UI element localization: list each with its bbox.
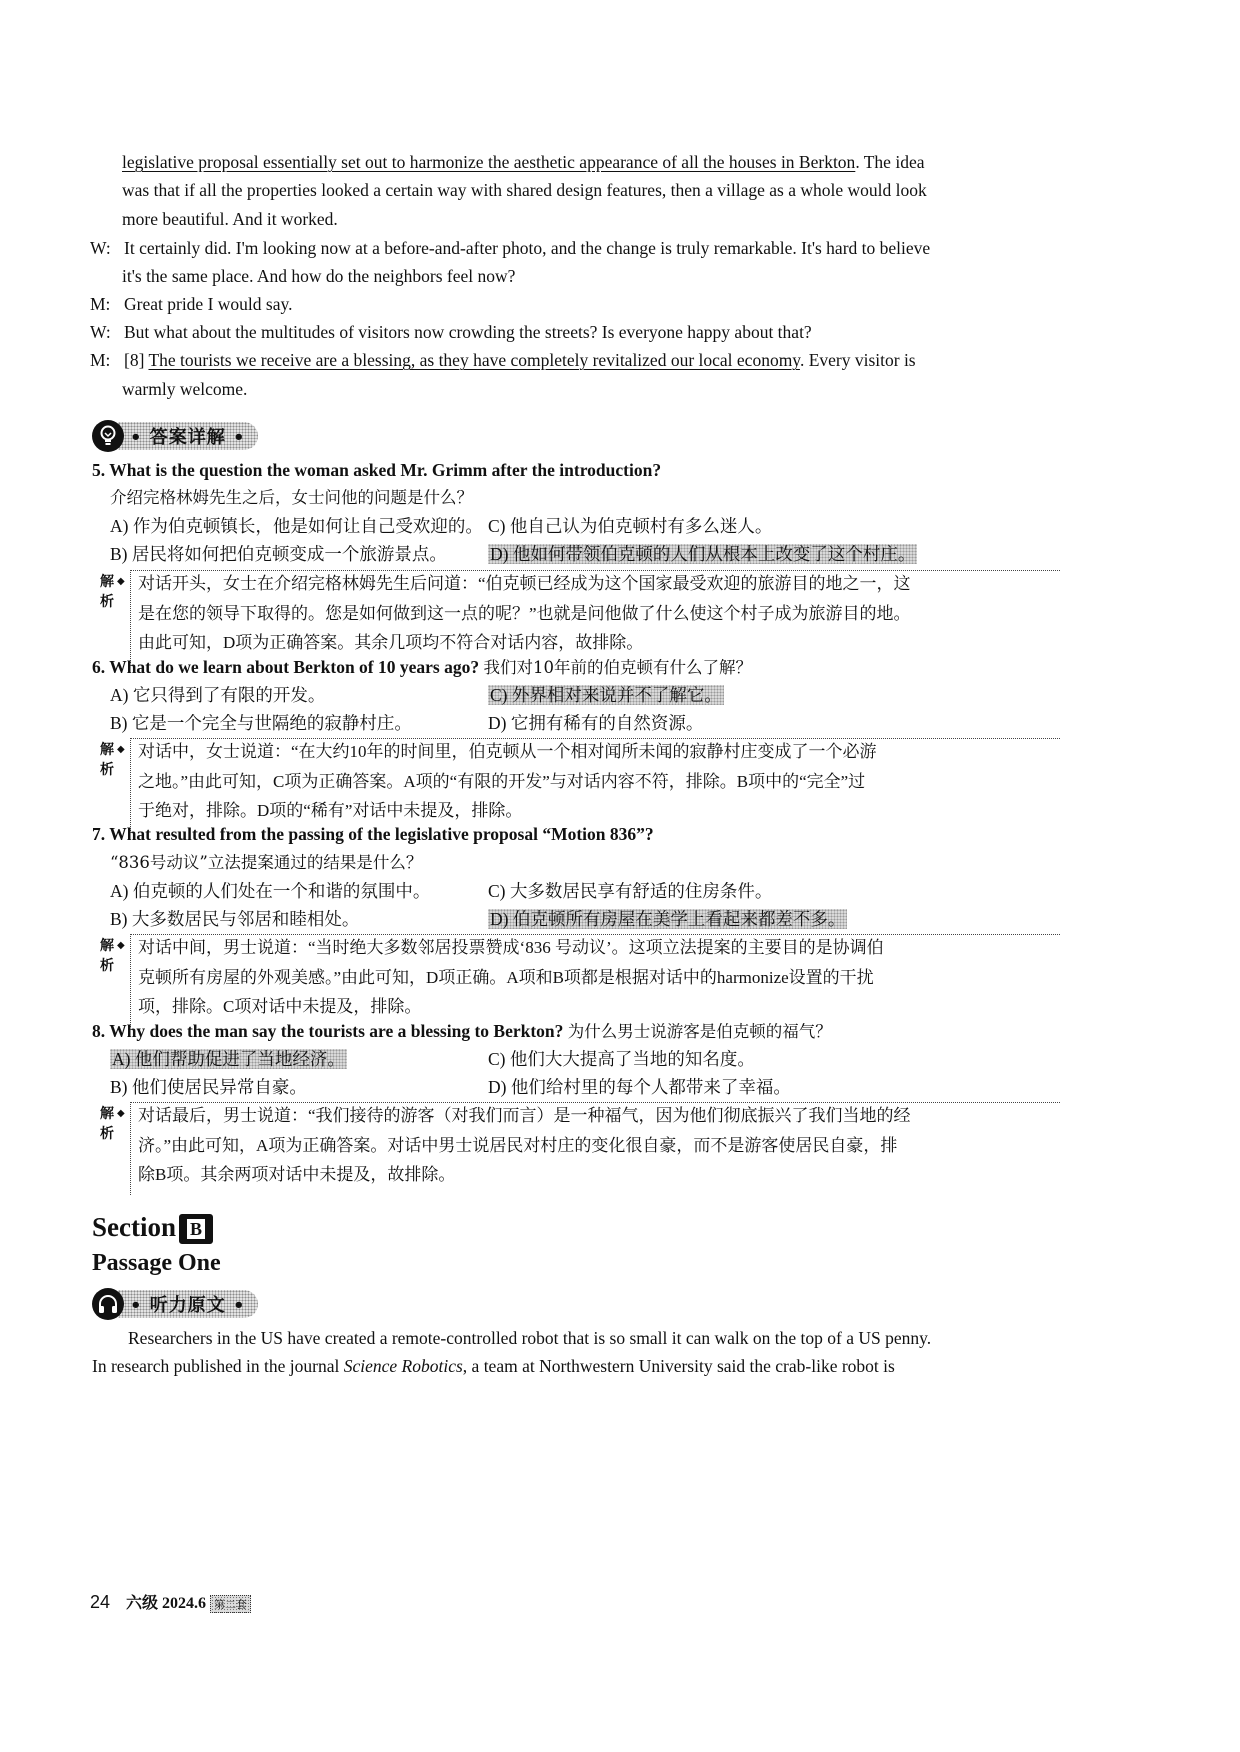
diamond-icon: ◆ xyxy=(117,576,125,587)
question-7-english: 7. What resulted from the passing of the legislative proposal “Motion 836”? xyxy=(92,824,654,844)
question-8-english: 8. Why does the man say the tourists are a blessing to Berkton? 为什么男士说游客是伯克顿的福气？ xyxy=(92,1021,832,1041)
speaker-label: W: xyxy=(90,322,111,342)
transcript-line: warmly welcome. xyxy=(122,379,248,399)
option-d-correct xyxy=(488,542,917,566)
passage-paragraph-line: In research published in the journal Science Robotics, a team at Northwestern University said the crab-like robot is xyxy=(92,1356,895,1376)
option-d: D) 他们给村里的每个人都带来了幸福。 xyxy=(488,1077,791,1097)
option-c: C) 他自己认为伯克顿村有多么迷人。 xyxy=(488,516,773,536)
journal-name: Science Robotics xyxy=(343,1356,463,1376)
section-title: Section B xyxy=(92,1212,213,1244)
page-footer xyxy=(90,1590,251,1613)
transcript-line: W: It certainly did. I'm looking now at a before-and-after photo, and the change is truly remarkable. It's hard to believe xyxy=(90,238,931,258)
badge-label: • 答案详解 • xyxy=(118,422,258,450)
question-5-english: 5. What is the question the woman asked Mr. Grimm after the introduction? xyxy=(92,460,662,480)
option-b: B) 它是一个完全与世隔绝的寂静村庄。 xyxy=(110,713,412,733)
correct-answer-highlight: D) 他如何带领伯克顿的人们从根本上改变了这个村庄。 xyxy=(490,544,916,564)
correct-answer-highlight: D) 伯克顿所有房屋在美学上看起来都差不多。 xyxy=(490,909,846,929)
page-number: 24 xyxy=(90,1592,111,1612)
analysis-label: 解 析 ◆ xyxy=(100,1106,125,1142)
transcript-line: M: Great pride I would say. xyxy=(90,294,293,314)
question-marker: [8] xyxy=(124,350,145,370)
transcript-line: it's the same place. And how do the neighbors feel now? xyxy=(122,266,516,286)
correct-answer-highlight: C) 外界相对来说并不了解它。 xyxy=(490,685,722,705)
transcript-line: legislative proposal essentially set out to harmonize the aesthetic appearance of all the houses in Berkton. The idea xyxy=(122,152,925,172)
diamond-icon: ◆ xyxy=(117,940,125,951)
correct-answer-highlight: A) 他们帮助促进了当地经济。 xyxy=(112,1049,345,1069)
transcript-line: more beautiful. And it worked. xyxy=(122,209,338,229)
question-5-chinese: 介绍完格林姆先生之后，女士问他的问题是什么？ xyxy=(110,488,473,507)
diamond-icon: ◆ xyxy=(117,1108,125,1119)
speaker-label: M: xyxy=(90,294,111,314)
analysis-block: 解 析 ◆ 对话中间，男士说道：“当时绝大多数邻居投票赞成‘836 号动议’。这项立法提案的主要目的是协调伯 克顿所有房屋的外观美感。”由此可知，D项正确。A项和B项都是根据对话中的harmonize设置的干扰 项，排除。C项对话中未提及，排除。 xyxy=(100,934,1060,1026)
footer-label: 六级 2024.6 xyxy=(126,1595,207,1612)
analysis-label: 解 析 ◆ xyxy=(100,742,125,778)
option-a: A) 作为伯克顿镇长，他是如何让自己受欢迎的。 xyxy=(110,516,483,536)
analysis-block: 解 析 ◆ 对话开头，女士在介绍完格林姆先生后问道：“伯克顿已经成为这个国家最受欢迎的旅游目的地之一，这 是在您的领导下取得的。您是如何做到这一点的呢？”也就是问他做了什么使这个村子成为旅游目的地。 由此可知，D项为正确答案。其余几项均不符合对话内容，故排除。 xyxy=(100,570,1060,662)
analysis-block: 解 析 ◆ 对话中，女士说道：“在大约10年的时间里，伯克顿从一个相对闻所未闻的寂静村庄变成了一个必游 之地。”由此可知，C项为正确答案。A项的“有限的开发”与对话内容不符，排除。B项中的“完全”过 于绝对，排除。D项的“稀有”对话中未提及，排除。 xyxy=(100,738,1060,830)
underlined-key-sentence: legislative proposal essentially set out to harmonize the aesthetic appearance of all the houses in Berkton xyxy=(122,152,856,172)
option-a-correct xyxy=(110,1047,347,1071)
option-a: A) 它只得到了有限的开发。 xyxy=(110,685,326,705)
speaker-label: M: xyxy=(90,350,111,370)
option-b: B) 居民将如何把伯克顿变成一个旅游景点。 xyxy=(110,544,447,564)
footer-tag: 第二套 xyxy=(210,1595,251,1613)
answer-explanation-badge xyxy=(92,420,258,452)
analysis-label: 解 析 ◆ xyxy=(100,574,125,610)
listening-transcript-badge xyxy=(92,1288,258,1320)
section-letter-badge: B xyxy=(179,1214,213,1244)
transcript-line: was that if all the properties looked a certain way with shared design features, then a village as a whole would look xyxy=(122,180,927,200)
option-d: D) 它拥有稀有的自然资源。 xyxy=(488,713,704,733)
option-b: B) 大多数居民与邻居和睦相处。 xyxy=(110,909,360,929)
option-c: C) 他们大大提高了当地的知名度。 xyxy=(488,1049,755,1069)
underlined-key-sentence: The tourists we receive are a blessing, as they have completely revitalized our local economy xyxy=(148,350,800,370)
passage-title: Passage One xyxy=(92,1250,221,1276)
passage-paragraph-line: Researchers in the US have created a remote-controlled robot that is so small it can walk on the top of a US penny. xyxy=(128,1328,932,1348)
badge-label: • 听力原文 • xyxy=(118,1290,258,1318)
transcript-line: W: But what about the multitudes of visitors now crowding the streets? Is everyone happy about that? xyxy=(90,322,812,342)
option-c-correct xyxy=(488,683,724,707)
option-c: C) 大多数居民享有舒适的住房条件。 xyxy=(488,881,773,901)
question-6-english: 6. What do we learn about Berkton of 10 years ago? 我们对10年前的伯克顿有什么了解？ xyxy=(92,657,752,677)
option-d-correct xyxy=(488,907,847,931)
transcript-line: M: [8] The tourists we receive are a blessing, as they have completely revitalized our local economy. Every visitor is xyxy=(90,350,916,370)
diamond-icon: ◆ xyxy=(117,744,125,755)
analysis-block: 解 析 ◆ 对话最后，男士说道：“我们接待的游客（对我们而言）是一种福气，因为他们彻底振兴了我们当地的经 济。”由此可知，A项为正确答案。对话中男士说居民对村庄的变化很自豪，而不是游客使居民自豪，排 除B项。其余两项对话中未提及，故排除。 xyxy=(100,1102,1060,1194)
lightbulb-icon xyxy=(92,420,124,452)
analysis-label: 解 析 ◆ xyxy=(100,938,125,974)
option-b: B) 他们使居民异常自豪。 xyxy=(110,1077,307,1097)
speaker-label: W: xyxy=(90,238,111,258)
question-7-chinese: “836号动议”立法提案通过的结果是什么？ xyxy=(110,853,423,872)
headphones-icon xyxy=(92,1288,124,1320)
option-a: A) 伯克顿的人们处在一个和谐的氛围中。 xyxy=(110,881,431,901)
